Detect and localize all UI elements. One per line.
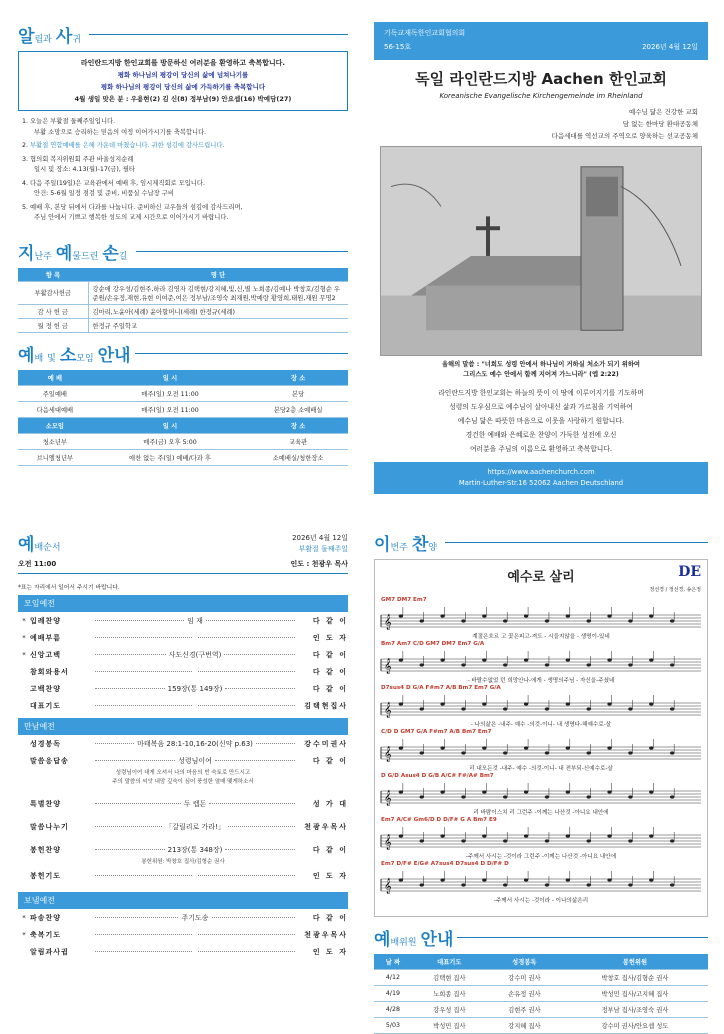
table-row: 부활감사헌금 강순애 강우성/김현주,하라 김영자 김택현/강지혜,빛,신,별 노희종/김예나 박창호/김형순 우준원/손유정,재현,유현 이여준,여은 정부남/조영숙 최재원,박예랑 황영희,태원,재원 무명2	[18, 281, 348, 304]
svg-text:𝄞: 𝄞	[383, 658, 392, 675]
order-row: * 축복기도 천광우목사	[22, 930, 348, 939]
svg-text:𝄞: 𝄞	[383, 834, 392, 851]
svg-text:𝄞: 𝄞	[383, 878, 392, 895]
order-row: 참회와용서 다 같 이	[30, 667, 348, 676]
news-item: 1. 오늘은 부활절 둘째주일입니다. 부활 소망으로 승리하는 믿음의 여정 이어가시기를 축복합니다.	[22, 118, 207, 136]
offering-table: 항 목 명 단 부활감사헌금 강순애 강우성/김현주,하라 김영자 김택현/강지혜,빛,신,별 노희종/김예나 박창호/김형순 우준원/손유정,재현,유현 이여준,여은 정부남/조영숙 최재원,박예랑 황영희,태원,재원 무명2 감 사 헌 금 김마리,노윤아(세례) 윤아할머니(세례) 한정규(세례) 월 정 헌 금 한정규 주일학교	[18, 268, 348, 333]
church-intro: 라인란드지방 한인교회는 하늘의 뜻이 이 땅에 이루어지기를 기도하며 성령의 도우심으로 예수님이 살아내신 삶과 가르침을 기억하여 예수님 닮은 따뜻한 마음으로 이웃을 사랑하기 원합니다. 경건한 예배와 은혜로운 찬양이 가득한 성전에 오신 여러분을 주님의 이름으로 환영하고 축복합니다.	[438, 389, 644, 453]
schedule-table: 예 배 일 시 장 소 주일예배 매주(일) 오전 11:00 본당 다음세대예배 매주(일) 오전 11:00 본당2층 소예배실 소모임 일 시 장 소 청소년부 매주(금) 오후 5:00 교육관 브니엘청년부 애찬 없는 주(일) 예배/다과 후 소예배실/청한장소	[18, 370, 348, 466]
table-row: 브니엘청년부 애찬 없는 주(일) 예배/다과 후 소예배실/청한장소	[18, 449, 348, 465]
music-staff: D7sus4 D G/A F#m7 A/B Bm7 Em7 G/A 𝄞 - 나의삶은 -내주- 예수 -의것-이니- 내 생명다-해예수로-살	[381, 685, 701, 729]
welcome-box: 라인란드지방 한인교회를 방문하신 여러분을 환영하고 축복합니다. 평화 하나님의 평강이 당신의 삶에 넘쳐나기를 평화 하나님의 평강이 당신의 삶에 가득하기를 축복합니다 4월 생일 맞은 분 : 우용현(2) 김 신(8) 정부남(9) 안요셉(16) 박예담(27)	[18, 51, 348, 111]
table-row: 감 사 헌 금 김마리,노윤아(세례) 윤아할머니(세례) 한정규(세례)	[18, 304, 348, 318]
table-row: 4/28 강우성 집사 김현주 권사 정부남 집사/조영숙 권사	[374, 1002, 708, 1018]
section-sending: 보냄예전	[18, 892, 348, 909]
music-staff: C/D D GM7 G/A F#m7 A/B Bm7 Em7 𝄞 리 내모든것 -내주- 예수 -의것-이니- 내 전부되-신예수로-살	[381, 729, 701, 773]
music-staff: Bm7 Am7 C/D GM7 DM7 Em7 G/A 𝄞 - 바랄수없었 던 희망안나-에게 - 생명의주님 - 자신을-주셨네	[381, 641, 701, 685]
hymn-heading: 이 번주 찬 양	[374, 530, 708, 555]
sheet-music: 예수로 살리 DE 정선경 / 정선경, 송은정 GM7 DM7 Em7 𝄞 계절은흐르 고 꽃은피고-져도 - 시들지않을 - 생명이-있네 Bm7 Am7 C/D GM7 DM7 Em7 G/A 𝄞 - 바랄수없었 던 희망안나-에게 - 생명의주님 - 자신을-주셨네 D7sus4 D G/A F#m7 A/B Bm7 Em7 G/A 𝄞 - 나의삶은 -내주- 예수 -의것-이니- 내 생명다-해예수로-살 C/D D GM7 G/A F#m7 A/B Bm7 Em7 𝄞 리 내모든것 -내주- 예수 -의것-이니- 내 전부되-신예수로-살 D G/D Asus4 D G/B A/C# F#/A# Bm7 𝄞 리 바람이스치 리 그런주 -이께는 나산것 -아니요 내안에 Em7 A/C# Gm6/D D D/F# G A Bm7 E9 𝄞 -주께서 사시는 -것이라 그런주 -이께는 나산것 -아니요 내안에 Em7 D/F# E/G# A7sus4 D7sus4 D D/F# D 𝄞 -주께서 사시는 -것이라 - 이나의삶은리	[374, 559, 708, 917]
serve-table: 날 짜 대표기도 성경봉독 봉헌위원 4/12 김택현 집사 강수미 권사 박창호 집사/김형순 권사 4/19 노희종 집사 손유정 권사 박성민 집사/고지혜 집사 4/28 강우성 집사 김현주 권사 정부남 집사/조영숙 권사 5/03 박성민 집사 강지혜 집사 강수미 권사/안요셉 성도	[374, 954, 708, 1034]
section-meeting: 만남예전	[18, 718, 348, 735]
serve-heading: 예 배위원 안내	[374, 925, 708, 950]
news-item: 5. 예배 후, 본당 뒤에서 다과를 나눕니다. 준비하신 교우들의 섬김에 감사드리며, 주님 안에서 기쁘고 행복한 성도의 교제 시간으로 이어가시기 바랍니다.	[22, 203, 243, 221]
order-row: 말씀응답송 성령님이여 다 같 이	[30, 756, 348, 765]
order-row: * 예배부름 인 도 자	[22, 633, 348, 642]
table-row: 청소년부 매주(금) 오후 5:00 교육관	[18, 433, 348, 449]
order-row: 봉헌찬양 213장(통 348장) 다 같 이	[30, 845, 349, 854]
german-name: Koreanische Evangelische Kirchengemeinde im Rheinland	[439, 92, 643, 100]
cover-panel	[374, 22, 708, 494]
news-item: 4. 다음 주일(19일)은 교육관에서 예배 후, 임시제직회로 모입니다. 안건: 5-6월 일정 점검 및 준비, 비품실 수납장 구비	[22, 179, 205, 197]
order-row: 말씀나누기 「갈릴리로 가라!」 천광우목사	[30, 822, 349, 831]
order-row: * 신앙고백 사도신경(구번역) 다 같 이	[22, 650, 349, 659]
svg-text:𝄞: 𝄞	[383, 702, 392, 719]
yearly-verse: 올해의 말씀 : "너희도 성령 안에서 하나님이 거하실 처소가 되기 위하여 그리스도 예수 안에서 함께 지어져 가느니라" (엡 2:22)	[441, 361, 641, 378]
website-link[interactable]: https://www.aachenchurch.com	[487, 468, 595, 476]
schedule-heading: 예 배 및 소 모임 안내	[18, 341, 348, 366]
church-motto: 예수님 닮은 건강한 교회 담 없는 한마당 환대공동체 다음세대를 역선교의 주역으로 양육하는 선교공동체	[551, 108, 698, 140]
section-gathering: 모임예전	[18, 595, 348, 612]
offering-heading: 지 난주 예 물드린 손 길	[18, 239, 348, 264]
cover-header: 기독교재독한인교회협의회 56-15호 2026년 4월 12일	[374, 22, 708, 60]
svg-text:𝄞: 𝄞	[383, 790, 392, 807]
order-row: 알림과사귐 인 도 자	[30, 947, 348, 956]
music-staff: Em7 A/C# Gm6/D D D/F# G A Bm7 E9 𝄞 -주께서 사시는 -것이라 그런주 -이께는 나산것 -아니요 내안에	[381, 817, 701, 861]
table-row: 다음세대예배 매주(일) 오전 11:00 본당2층 소예배실	[18, 401, 348, 417]
order-heading: 예 배순서	[18, 535, 61, 555]
news-item: 2. 부활절 연합예배를 은혜 가운데 마쳤습니다. 귀한 섬김에 감사드립니다.	[22, 142, 225, 149]
table-row: 4/12 김택현 집사 강수미 권사 박창호 집사/김형순 권사	[374, 970, 708, 986]
music-staff: GM7 DM7 Em7 𝄞 계절은흐르 고 꽃은피고-져도 - 시들지않을 - 생명이-있네	[381, 597, 701, 641]
svg-text:𝄞: 𝄞	[383, 746, 392, 763]
music-staff: Em7 D/F# E/G# A7sus4 D7sus4 D D/F# D 𝄞 -주께서 사시는 -것이라 - 이나의삶은리	[381, 861, 701, 905]
svg-text:𝄞: 𝄞	[383, 614, 392, 631]
news-list	[18, 111, 348, 233]
table-row: 4/19 노희종 집사 손유정 권사 박성민 집사/고지혜 집사	[374, 986, 708, 1002]
table-row: 월 정 헌 금 한정규 주일학교	[18, 318, 348, 332]
address: Martin-Luther-Str.16 52062 Aachen Deutschland	[458, 479, 624, 487]
order-row: 봉헌기도 인 도 자	[30, 871, 348, 880]
order-row: * 입례찬양 임 재 다 같 이	[22, 616, 348, 625]
order-row: 대표기도 김택현집사	[30, 701, 348, 710]
table-row: 주일예배 매주(일) 오전 11:00 본당	[18, 385, 348, 401]
church-sketch-image	[380, 146, 702, 356]
music-staff: D G/D Asus4 D G/B A/C# F#/A# Bm7 𝄞 리 바람이스치 리 그런주 -이께는 나산것 -아니요 내안에	[381, 773, 701, 817]
cover-footer	[374, 462, 708, 494]
hymn-panel	[374, 530, 708, 1030]
order-row: * 파송찬양 주기도송 다 같 이	[22, 913, 348, 922]
news-heading: 알 림과 사 귀	[18, 22, 348, 47]
order-panel: 예 배순서 2026년 4월 12일 부활절 둘째주일 오전 11:00 인도 : 천광우 목사 *표는 자리에서 일어서 주시기 바랍니다. 모임예전 * 입례찬양 임 재 다 같 이 * 예배부름 인 도 자 * 신앙고백 사도신경(구번역) 다 같 이 참회와용서 다 같 이 고백찬양 159장(통 149장) 다 같 이 대표기도 김택현집사 만남예전 성경봉독 마태복음 28:1-10,16-20(신약 p.63) 강수미권사 말씀응답송 성령님이여 다 같 이 성령님이여 내게 오셔서 나의 마음의 빈 숙토로 만드시고 주의 말씀의 씨앗 내맘 깊숙이 심어 풍성한 열매 맺게하소서 특별찬양 두 렙돈 성 가 대 말씀나누기 「갈릴리로 가라!」 천광우목사 봉헌찬양 213장(통 348장) 다 같 이 봉헌위원: 박창호 집사/김형순 권사 봉헌기도 인 도 자 보냄예전 * 파송찬양 주기도송 다 같 이 * 축복기도 천광우목사 알림과사귐 인 도 자	[18, 530, 348, 1020]
order-row: 성경봉독 마태복음 28:1-10,16-20(신약 p.63) 강수미권사	[30, 739, 348, 748]
table-row: 5/03 박성민 집사 강지혜 집사 강수미 권사/안요셉 성도	[374, 1018, 708, 1034]
order-row: 특별찬양 두 렙돈 성 가 대	[30, 799, 349, 808]
news-panel	[18, 22, 348, 492]
order-row: 고백찬양 159장(통 149장) 다 같 이	[30, 684, 349, 693]
church-name: 독일 라인란드지방 Aachen 한인교회	[415, 70, 667, 88]
news-item: 3. 협의회 복지위원회 주관 바울성지순례 일시 및 장소: 4.13(월)-17(금), 필타	[22, 155, 136, 173]
